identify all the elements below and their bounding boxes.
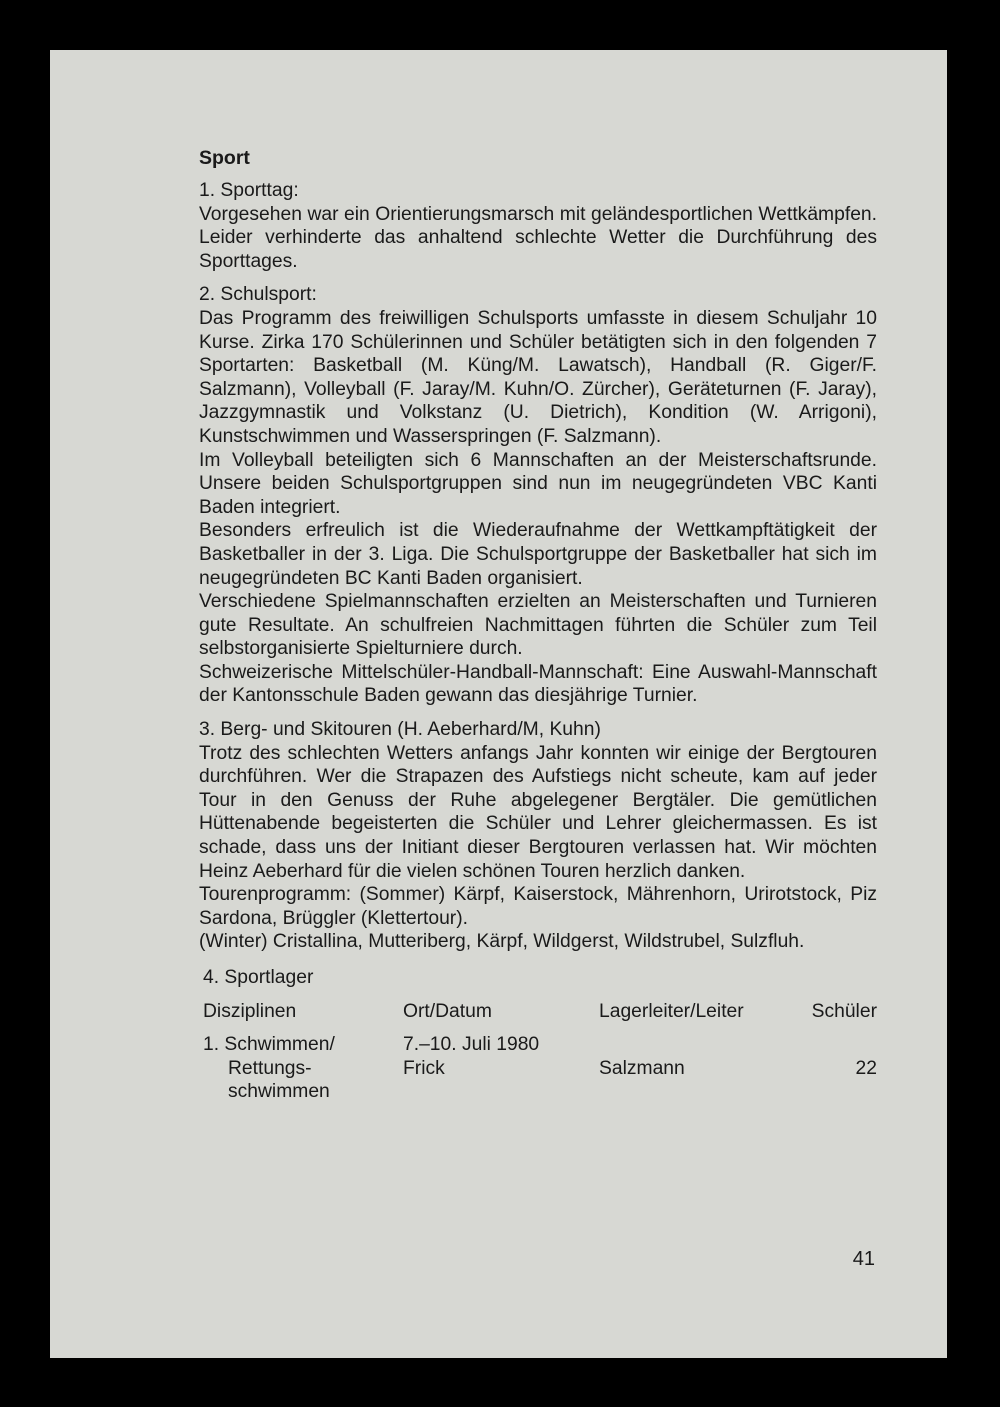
table-cell: Rettungs- bbox=[228, 1057, 312, 1079]
page-heading: Sport bbox=[199, 147, 250, 169]
paragraph: (Winter) Cristallina, Mutteriberg, Kärpf, Wildgerst, Wildstrubel, Sulzfluh. bbox=[199, 931, 805, 953]
column-header: Schüler bbox=[811, 1000, 877, 1022]
section-sporttag bbox=[199, 179, 877, 273]
paragraph: Vorgesehen war ein Orientierungsmarsch mit geländesportlichen Wettkämpfen. Leider verhinderte das anhaltend schlechte Wetter die Durchführung des Sporttages. bbox=[199, 203, 877, 272]
paragraph: Das Programm des freiwilligen Schulsports umfasste in diesem Schuljahr 10 Kurse. Zirka 170 Schülerinnen und Schüler betätigten sich in den folgenden 7 Sportarten: Basketball (M. Küng/M. Lawatsch), Handball (R. Giger/F. Salzmann), Volleyball (F. Jaray/M. Kuhn/O. Zürcher), Geräteturnen (F. Jaray), Jazzgymnastik und Volkstanz (U. Dietrich), Kondition (W. Arrigoni), Kunstschwimmen und Wasserspringen (F. Salzmann). bbox=[199, 307, 877, 447]
column-header: Ort/Datum bbox=[403, 1000, 492, 1022]
paragraph: Schweizerische Mittelschüler-Handball-Mannschaft: Eine Auswahl-Mannschaft der Kantonsschule Baden gewann das diesjährige Turnier. bbox=[199, 661, 877, 707]
section-schulsport bbox=[199, 283, 877, 708]
table-cell: schwimmen bbox=[228, 1081, 330, 1103]
paragraph: Besonders erfreulich ist die Wiederaufnahme der Wettkampftätigkeit der Basketballer in der 3. Liga. Die Schulsportgruppe der Basketballer hat sich im neugegründeten BC Kanti Baden organisiert. bbox=[199, 520, 877, 589]
table-cell: 1. Schwimmen/ bbox=[203, 1034, 335, 1056]
table-cell: Frick bbox=[403, 1057, 445, 1079]
table-header-row bbox=[199, 1000, 877, 1024]
document-page bbox=[50, 50, 947, 1358]
section-title: 2. Schulsport: bbox=[199, 284, 317, 306]
paragraph: Trotz des schlechten Wetters anfangs Jahr konnten wir einige der Bergtouren durchführen. Wer die Strapazen des Aufstiegs nicht scheute, kam auf jeder Tour in den Genuss der Ruhe abgelegener Bergtäler. Die gemütlichen Hüttenabende begeisterten die Schüler und Lehrer gleichermassen. Es ist schade, dass uns der Initiant dieser Bergtouren verlassen hat. Wir möchten Heinz Aeberhard für die vielen schönen Touren herzlich danken. bbox=[199, 742, 877, 882]
paragraph: Verschiedene Spielmannschaften erzielten an Meisterschaften und Turnieren gute Resultate. An schulfreien Nachmittagen führten die Schüler zum Teil selbstorganisierte Spielturniere durch. bbox=[199, 591, 877, 660]
section-bergtouren bbox=[199, 718, 877, 954]
column-header: Lagerleiter/Leiter bbox=[599, 1000, 744, 1022]
table-cell: 7.–10. Juli 1980 bbox=[403, 1034, 540, 1056]
section-title: 1. Sporttag: bbox=[199, 180, 299, 201]
section-title: 3. Berg- und Skitouren (H. Aeberhard/M, Kuhn) bbox=[199, 719, 601, 741]
column-header: Disziplinen bbox=[203, 1000, 297, 1022]
paragraph: Tourenprogramm: (Sommer) Kärpf, Kaiserstock, Mährenhorn, Urirotstock, Piz Sardona, Brüggler (Klettertour). bbox=[199, 884, 877, 929]
section-sportlager bbox=[199, 966, 877, 1104]
table-cell: 22 bbox=[855, 1057, 877, 1079]
table-cell: Salzmann bbox=[599, 1057, 685, 1079]
page-number: 41 bbox=[852, 1248, 875, 1270]
paragraph: Im Volleyball beteiligten sich 6 Mannschaften an der Meisterschaftsrunde. Unsere beiden Schulsportgruppen sind nun im neugegründeten VBC Kanti Baden integriert. bbox=[199, 449, 877, 518]
page-content bbox=[199, 146, 877, 1114]
section-title: 4. Sportlager bbox=[203, 967, 314, 988]
table-row bbox=[199, 1033, 877, 1104]
